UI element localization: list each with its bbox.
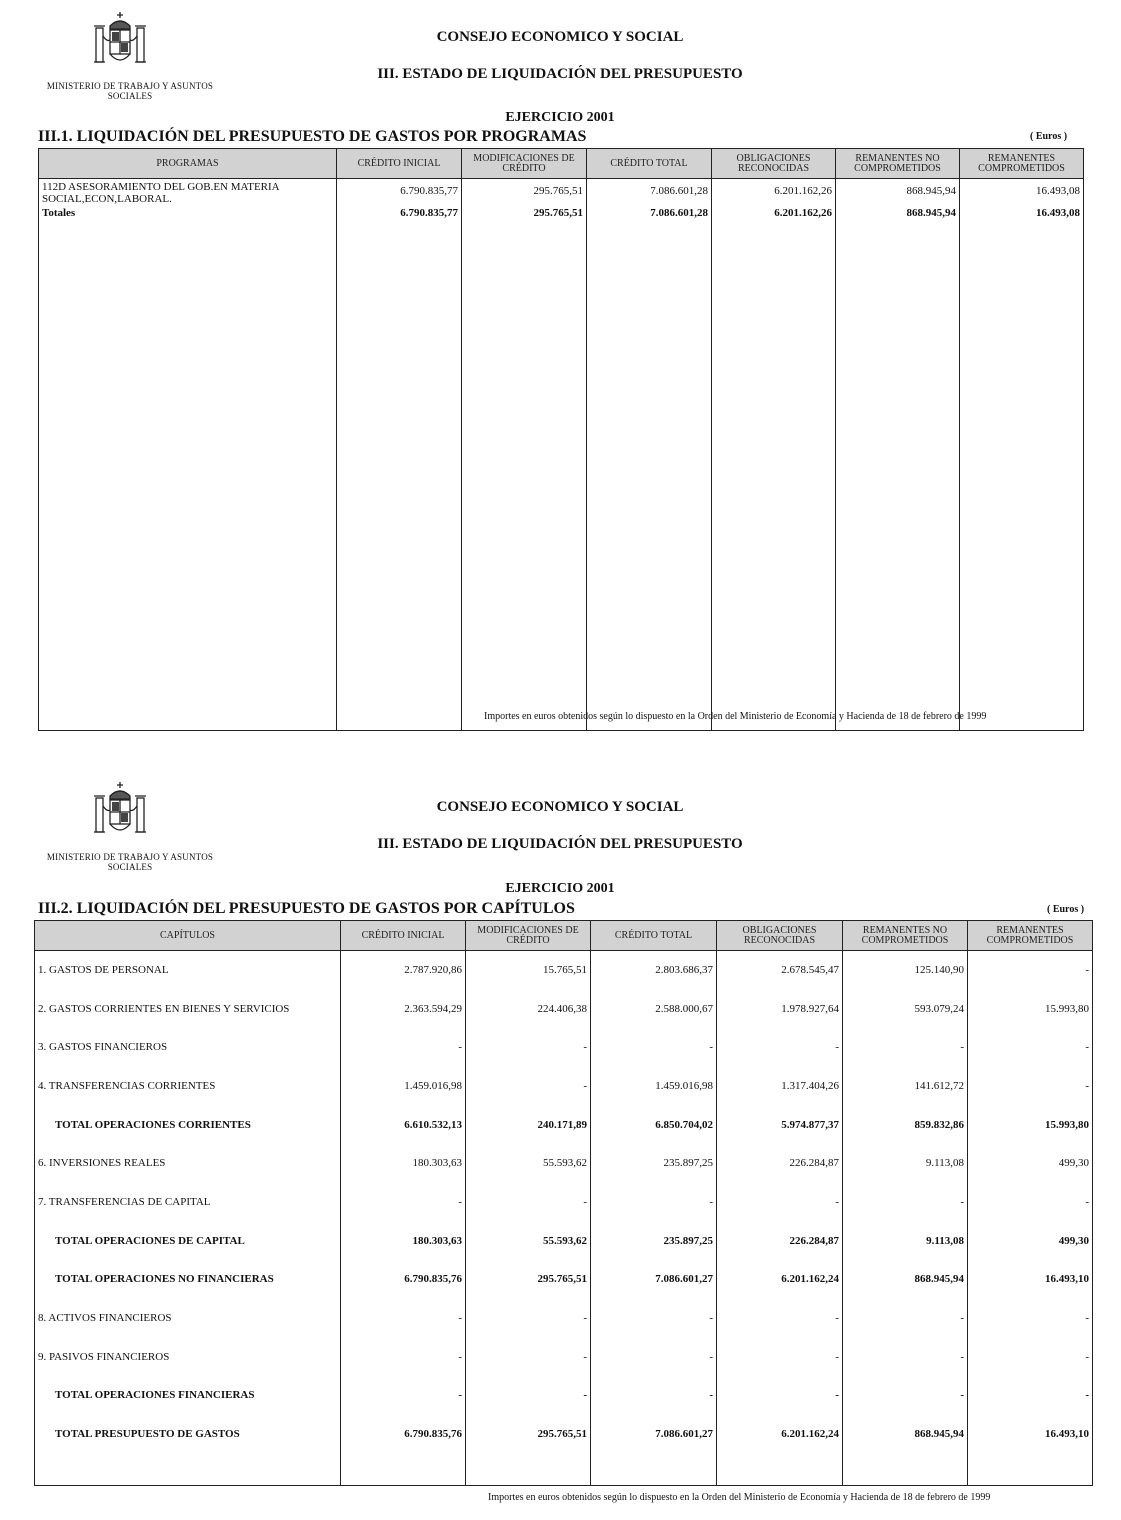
cell-modificaciones: -: [466, 1299, 591, 1338]
table-row: [35, 1337, 1093, 1376]
column-header: CRÉDITO TOTAL: [591, 921, 717, 951]
cell-remanentes-comprometidos: -: [968, 951, 1093, 990]
cell-remanentes-no-comprometidos: 868.945,94: [843, 1415, 968, 1454]
column-header-capitulos: CAPÍTULOS: [35, 921, 341, 951]
footnote: Importes en euros obtenidos según lo dispuesto en la Orden del Ministerio de Economía y Hacienda de 18 de febrero de 1999: [484, 711, 987, 722]
cell-credito-inicial: -: [341, 1299, 466, 1338]
cell-credito-total: 235.897,25: [591, 1221, 717, 1260]
cell-credito-total: 7.086.601,28: [587, 179, 712, 207]
chapter-name: TOTAL OPERACIONES CORRIENTES: [35, 1105, 341, 1144]
chapter-name: TOTAL OPERACIONES NO FINANCIERAS: [35, 1260, 341, 1299]
cell-credito-total: 6.850.704,02: [591, 1105, 717, 1144]
coat-of-arms-emblem: [90, 10, 150, 74]
table-row: [35, 951, 1093, 990]
cell-remanentes-no-comprometidos: 859.832,86: [843, 1105, 968, 1144]
cell-modificaciones: 240.171,89: [466, 1105, 591, 1144]
cell-obligaciones: -: [717, 1028, 843, 1067]
cell-remanentes-no-comprometidos: -: [843, 1299, 968, 1338]
cell-obligaciones: 6.201.162,24: [717, 1260, 843, 1299]
cell-credito-inicial: 180.303,63: [341, 1144, 466, 1183]
cell-remanentes-comprometidos: -: [968, 1337, 1093, 1376]
cell-remanentes-comprometidos: -: [968, 1376, 1093, 1415]
cell-obligaciones: -: [717, 1183, 843, 1222]
currency-units: ( Euros ): [1030, 131, 1068, 142]
cell-credito-total: -: [591, 1028, 717, 1067]
cell-credito-inicial: 6.790.835,76: [341, 1260, 466, 1299]
chapter-name: TOTAL PRESUPUESTO DE GASTOS: [35, 1415, 341, 1454]
cell-remanentes-comprometidos: -: [968, 1183, 1093, 1222]
cell-remanentes-no-comprometidos: 9.113,08: [843, 1221, 968, 1260]
cell-obligaciones: 226.284,87: [717, 1221, 843, 1260]
cell-credito-inicial: 1.459.016,98: [341, 1067, 466, 1106]
chapter-name: 3. GASTOS FINANCIEROS: [35, 1028, 341, 1067]
cell-remanentes-comprometidos: -: [968, 1028, 1093, 1067]
fiscal-year: EJERCICIO 2001: [505, 110, 615, 125]
column-header: REMANENTES COMPROMETIDOS: [960, 149, 1084, 179]
cell-obligaciones: 6.201.162,26: [712, 207, 836, 223]
column-header: OBLIGACIONES RECONOCIDAS: [717, 921, 843, 951]
cell-remanentes-no-comprometidos: 868.945,94: [843, 1260, 968, 1299]
table-row: [35, 1299, 1093, 1338]
totals-row: [39, 207, 1084, 223]
cell-modificaciones: -: [466, 1067, 591, 1106]
council-title: CONSEJO ECONOMICO Y SOCIAL: [436, 29, 684, 45]
table-row: [35, 1144, 1093, 1183]
total-row: [35, 1415, 1093, 1454]
cell-credito-inicial: 2.787.920,86: [341, 951, 466, 990]
column-header: MODIFICACIONES DE CRÉDITO: [462, 149, 587, 179]
column-header: CRÉDITO INICIAL: [341, 921, 466, 951]
cell-remanentes-no-comprometidos: 868.945,94: [836, 207, 960, 223]
empty-filler-row: [35, 1453, 1093, 1485]
cell-credito-inicial: 6.790.835,76: [341, 1415, 466, 1454]
cell-modificaciones: 224.406,38: [466, 989, 591, 1028]
cell-modificaciones: -: [466, 1337, 591, 1376]
cell-credito-inicial: -: [341, 1028, 466, 1067]
chapter-name: 6. INVERSIONES REALES: [35, 1144, 341, 1183]
chapter-name: TOTAL OPERACIONES FINANCIERAS: [35, 1376, 341, 1415]
report-title: III. ESTADO DE LIQUIDACIÓN DEL PRESUPUESTO: [377, 836, 743, 852]
column-header: CRÉDITO INICIAL: [337, 149, 462, 179]
cell-credito-inicial: -: [341, 1376, 466, 1415]
cell-modificaciones: 295.765,51: [466, 1415, 591, 1454]
cell-credito-inicial: -: [341, 1183, 466, 1222]
cell-remanentes-comprometidos: 499,30: [968, 1221, 1093, 1260]
cell-remanentes-no-comprometidos: 593.079,24: [843, 989, 968, 1028]
cell-obligaciones: 1.978.927,64: [717, 989, 843, 1028]
table-row: [35, 1067, 1093, 1106]
cell-modificaciones: 295.765,51: [462, 179, 587, 207]
cell-credito-total: -: [591, 1337, 717, 1376]
cell-remanentes-no-comprometidos: 9.113,08: [843, 1144, 968, 1183]
cell-remanentes-no-comprometidos: -: [843, 1028, 968, 1067]
cell-modificaciones: -: [466, 1028, 591, 1067]
empty-filler-row: [39, 223, 1084, 731]
cell-credito-inicial: 180.303,63: [341, 1221, 466, 1260]
coat-of-arms-emblem: [90, 780, 150, 844]
currency-units: ( Euros ): [1047, 904, 1085, 915]
column-header: OBLIGACIONES RECONOCIDAS: [712, 149, 836, 179]
cell-credito-total: 2.588.000,67: [591, 989, 717, 1028]
cell-credito-inicial: 6.610.532,13: [341, 1105, 466, 1144]
footnote: Importes en euros obtenidos según lo dispuesto en la Orden del Ministerio de Economía y Hacienda de 18 de febrero de 1999: [488, 1492, 991, 1503]
column-header: REMANENTES NO COMPROMETIDOS: [836, 149, 960, 179]
section-title: III.1. LIQUIDACIÓN DEL PRESUPUESTO DE GASTOS POR PROGRAMAS: [38, 128, 587, 145]
cell-modificaciones: 55.593,62: [466, 1221, 591, 1260]
chapter-name: 4. TRANSFERENCIAS CORRIENTES: [35, 1067, 341, 1106]
cell-remanentes-comprometidos: 499,30: [968, 1144, 1093, 1183]
column-header: REMANENTES NO COMPROMETIDOS: [843, 921, 968, 951]
cell-remanentes-comprometidos: 16.493,10: [968, 1260, 1093, 1299]
cell-obligaciones: 5.974.877,37: [717, 1105, 843, 1144]
chapter-name: 7. TRANSFERENCIAS DE CAPITAL: [35, 1183, 341, 1222]
cell-remanentes-no-comprometidos: -: [843, 1183, 968, 1222]
ministry-name: MINISTERIO DE TRABAJO Y ASUNTOS SOCIALES: [46, 81, 214, 101]
table-row: [35, 1028, 1093, 1067]
cell-credito-total: 7.086.601,27: [591, 1415, 717, 1454]
cell-credito-total: 7.086.601,28: [587, 207, 712, 223]
cell-remanentes-comprometidos: -: [968, 1067, 1093, 1106]
cell-remanentes-no-comprometidos: 868.945,94: [836, 179, 960, 207]
chapter-name: TOTAL OPERACIONES DE CAPITAL: [35, 1221, 341, 1260]
cell-credito-total: 7.086.601,27: [591, 1260, 717, 1299]
cell-obligaciones: 1.317.404,26: [717, 1067, 843, 1106]
cell-credito-total: 235.897,25: [591, 1144, 717, 1183]
cell-modificaciones: 295.765,51: [462, 207, 587, 223]
cell-modificaciones: -: [466, 1376, 591, 1415]
cell-obligaciones: 6.201.162,26: [712, 179, 836, 207]
cell-remanentes-comprometidos: 16.493,10: [968, 1415, 1093, 1454]
cell-credito-inicial: 2.363.594,29: [341, 989, 466, 1028]
cell-remanentes-comprometidos: 16.493,08: [960, 207, 1084, 223]
cell-modificaciones: 295.765,51: [466, 1260, 591, 1299]
council-title: CONSEJO ECONOMICO Y SOCIAL: [436, 799, 684, 815]
cell-credito-inicial: -: [341, 1337, 466, 1376]
total-row: [35, 1260, 1093, 1299]
column-header: MODIFICACIONES DE CRÉDITO: [466, 921, 591, 951]
section-title: III.2. LIQUIDACIÓN DEL PRESUPUESTO DE GASTOS POR CAPÍTULOS: [38, 900, 575, 917]
cell-credito-total: 1.459.016,98: [591, 1067, 717, 1106]
report-title: III. ESTADO DE LIQUIDACIÓN DEL PRESUPUESTO: [377, 66, 743, 82]
cell-remanentes-comprometidos: 16.493,08: [960, 179, 1084, 207]
cell-remanentes-no-comprometidos: -: [843, 1337, 968, 1376]
chapters-table: [34, 920, 1093, 1486]
ministry-name: MINISTERIO DE TRABAJO Y ASUNTOS SOCIALES: [46, 852, 214, 872]
cell-credito-total: -: [591, 1183, 717, 1222]
cell-credito-inicial: 6.790.835,77: [337, 179, 462, 207]
table-row: [39, 179, 1084, 207]
cell-credito-total: 2.803.686,37: [591, 951, 717, 990]
chapter-name: 9. PASIVOS FINANCIEROS: [35, 1337, 341, 1376]
column-header-programas: PROGRAMAS: [39, 149, 337, 179]
cell-credito-total: -: [591, 1299, 717, 1338]
cell-remanentes-no-comprometidos: -: [843, 1376, 968, 1415]
table-row: [35, 989, 1093, 1028]
cell-remanentes-comprometidos: 15.993,80: [968, 989, 1093, 1028]
chapter-name: 1. GASTOS DE PERSONAL: [35, 951, 341, 990]
fiscal-year: EJERCICIO 2001: [505, 881, 615, 896]
total-row: [35, 1376, 1093, 1415]
cell-obligaciones: 2.678.545,47: [717, 951, 843, 990]
column-header: CRÉDITO TOTAL: [587, 149, 712, 179]
cell-obligaciones: -: [717, 1376, 843, 1415]
cell-credito-inicial: 6.790.835,77: [337, 207, 462, 223]
cell-modificaciones: 15.765,51: [466, 951, 591, 990]
cell-remanentes-no-comprometidos: 141.612,72: [843, 1067, 968, 1106]
cell-modificaciones: -: [466, 1183, 591, 1222]
total-row: [35, 1105, 1093, 1144]
program-name: 112D ASESORAMIENTO DEL GOB.EN MATERIA SOCIAL,ECON,LABORAL.: [39, 179, 337, 207]
programs-table: [38, 148, 1084, 731]
total-row: [35, 1221, 1093, 1260]
cell-remanentes-comprometidos: -: [968, 1299, 1093, 1338]
cell-obligaciones: 6.201.162,24: [717, 1415, 843, 1454]
cell-obligaciones: -: [717, 1337, 843, 1376]
cell-credito-total: -: [591, 1376, 717, 1415]
cell-obligaciones: 226.284,87: [717, 1144, 843, 1183]
table-row: [35, 1183, 1093, 1222]
totals-label: Totales: [39, 207, 337, 223]
chapter-name: 8. ACTIVOS FINANCIEROS: [35, 1299, 341, 1338]
cell-obligaciones: -: [717, 1299, 843, 1338]
cell-modificaciones: 55.593,62: [466, 1144, 591, 1183]
cell-remanentes-comprometidos: 15.993,80: [968, 1105, 1093, 1144]
column-header: REMANENTES COMPROMETIDOS: [968, 921, 1093, 951]
chapter-name: 2. GASTOS CORRIENTES EN BIENES Y SERVICIOS: [35, 989, 341, 1028]
cell-remanentes-no-comprometidos: 125.140,90: [843, 951, 968, 990]
